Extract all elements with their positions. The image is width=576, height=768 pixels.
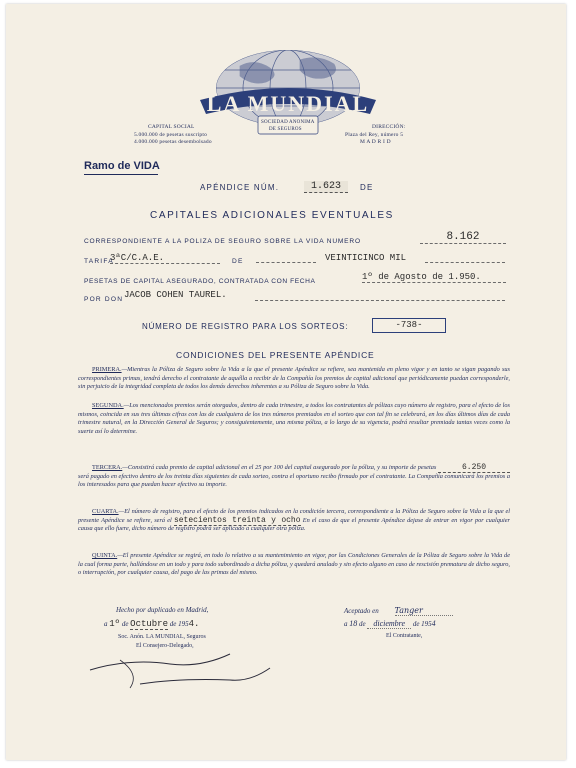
apendice-de: DE	[360, 183, 374, 192]
delegate-signature	[80, 640, 280, 700]
segunda-text: —Los mencionados premios serán otorgados, dentro de cada trimestre, a todos los contratantes de pólizas cuyo número de registro, para el efecto de los mismos, coincida en sus tres últimas cifras con las de cualquiera de los tres números premiados en el sorteo que con tal fin se celebrará, en los días últimos días de cada trimestre natural, en la Dirección General de Seguros; y consiguientemente, una misma póliza, a lo largo de su vigencia, podrá resultar premiada tantas veces como la suerte así lo determine.	[78, 402, 510, 435]
logo-center-caption-2: DE SEGUROS	[269, 127, 302, 132]
condition-quinta	[78, 552, 510, 578]
cuarta-text-2: En el caso de que el presente Apéndice dejase de entrar en vigor por cualquier causa que ello fuere, dicho número de registro podrá ser aplicado a cualquier otra póliza.	[78, 516, 511, 533]
address-line: Plaza del Rey, número 5	[345, 132, 404, 138]
capital-title: CAPITAL SOCIAL	[148, 124, 195, 130]
address-title: DIRECCIÓN:	[372, 124, 406, 130]
logo-name: LA MUNDIAL	[206, 91, 370, 116]
logo-center-caption-1: SOCIEDAD ANONIMA	[261, 120, 315, 125]
insured-amount-words: VEINTICINCO MIL	[325, 253, 407, 263]
accept-day: 18	[349, 619, 358, 628]
signing-date	[104, 619, 199, 629]
duplicado-text: Hecho por duplicado en Madrid,	[116, 606, 209, 614]
accept-de: de	[359, 620, 366, 628]
tercera-heading: TERCERA.	[92, 464, 123, 471]
segunda-heading: SEGUNDA.	[92, 402, 124, 409]
apendice-label: APÉNDICE NÚM.	[200, 183, 280, 192]
policy-line-label: CORRESPONDIENTE A LA POLIZA DE SEGURO SOBRE LA VIDA NUMERO	[84, 238, 361, 245]
insured-name: JACOB COHEN TAUREL.	[124, 290, 227, 300]
cuarta-text-1: —El número de registro, para el efecto de los premios indicados en la condición tercera, correspondiente a la Póliza de Seguro sobre la Vida a la que el presente Apéndice se refiere, será el	[78, 508, 510, 524]
document-title: CAPITALES ADICIONALES EVENTUALES	[150, 210, 394, 221]
cuarta-amount: setecientos treinta y ocho	[173, 515, 301, 525]
acceptance-date	[344, 619, 436, 628]
quinta-text: —El presente Apéndice se regirá, en todo lo relativo a su mantenimiento en vigor, por las Condiciones Generales de la Póliza de Seguro sobre la Vida de la cual forma parte, hallándose en un todo y para todo subordinado a dicha póliza, y quedará anulado y sin efecto alguno en caso de rescisión prematura de dicho seguro, o interrupción, por cualquier causa, del pago de las primas del mismo.	[78, 552, 510, 577]
condition-tercera	[78, 464, 510, 490]
conditions-title: CONDICIONES DEL PRESENTE APÉNDICE	[176, 350, 375, 360]
signing-month: Octubre	[130, 619, 168, 629]
registro-label: NÚMERO DE REGISTRO PARA LOS SORTEOS:	[142, 322, 349, 331]
ramo-underline	[84, 174, 158, 175]
accept-a: a	[344, 620, 348, 628]
primera-text: —Mientras la Póliza de Seguro sobre la Vida a la que el presente Apéndice se refiere, sea mantenida en pleno vigor y en tanto se sigan pagando sus correspondientes primas, tendrá derecho el contratante de aquélla a recibir de la Compañía los premios de capital adicional que periódicamente puedan corresponderle, sin perjuicio de la integridad completa de todos los demás derechos inherentes a su Póliza de Seguro sobre la Vida.	[78, 366, 510, 391]
cuarta-heading: CUARTA.	[92, 508, 119, 515]
tarifa-label: TARIFA	[84, 258, 114, 265]
signing-year: de 195	[169, 620, 189, 628]
contract-date: 1º de Agosto de 1.950.	[362, 272, 506, 283]
signing-year-digit: 4.	[188, 619, 200, 629]
company-logo	[0, 0, 576, 160]
tercera-text-2: será pagado en efectivo dentro de los treinta días siguientes de cada sorteo, contra el oportuno recibo firmado por el contratante. La Compañía comunicará los premios a los interesados para que puedan hacer efectivo su importe.	[78, 472, 510, 489]
condition-segunda	[78, 402, 510, 436]
tarifa-de: DE	[232, 258, 244, 265]
signing-day: 1º	[109, 619, 121, 629]
signing-de1: de	[121, 620, 129, 628]
delegate-label: El Consejero-Delegado,	[136, 643, 194, 649]
apendice-number: 1.623	[304, 181, 348, 193]
tarifa-value: 3ªC/C.A.E.	[110, 253, 220, 264]
signing-a: a	[104, 620, 108, 628]
capital-line-1: 5.000.000 de pesetas suscripto	[134, 132, 208, 138]
contract-date-label: PESETAS DE CAPITAL ASEGURADO, CONTRATADA CON FECHA	[84, 278, 316, 285]
tercera-amount: 6.250	[438, 463, 510, 473]
accept-year: de 195	[412, 620, 432, 628]
tarifa-dashes	[256, 262, 316, 263]
company-signature-line: Soc. Anón. LA MUNDIAL, Seguros	[118, 634, 206, 640]
aceptado-label: Aceptado en	[344, 607, 379, 615]
aceptado-city: Tanger	[395, 606, 453, 616]
registro-value: -738-	[372, 318, 446, 333]
aceptado-line	[344, 606, 453, 615]
quinta-heading: QUINTA.	[92, 552, 118, 559]
condition-cuarta	[78, 508, 510, 534]
ramo-label: Ramo de VIDA	[84, 160, 160, 172]
address-city: M A D R I D	[360, 139, 391, 145]
condition-primera	[78, 366, 510, 392]
primera-heading: PRIMERA.	[92, 366, 122, 373]
policy-number: 8.162	[420, 231, 506, 244]
contratante-label: El Contratante,	[386, 633, 423, 639]
accept-year-digit: 4	[431, 619, 436, 628]
accept-month: diciembre	[367, 619, 411, 629]
tercera-text-1: —Consistirá cada premio de capital adicional en el 25 por 100 del capital asegurado por la póliza, y su importe de pesetas	[122, 464, 437, 471]
name-dashes	[255, 300, 505, 301]
por-don-label: POR DON	[84, 296, 124, 303]
capital-line-2: 4.000.000 pesetas desembolsado	[134, 139, 212, 145]
amount-dashes	[425, 262, 505, 263]
